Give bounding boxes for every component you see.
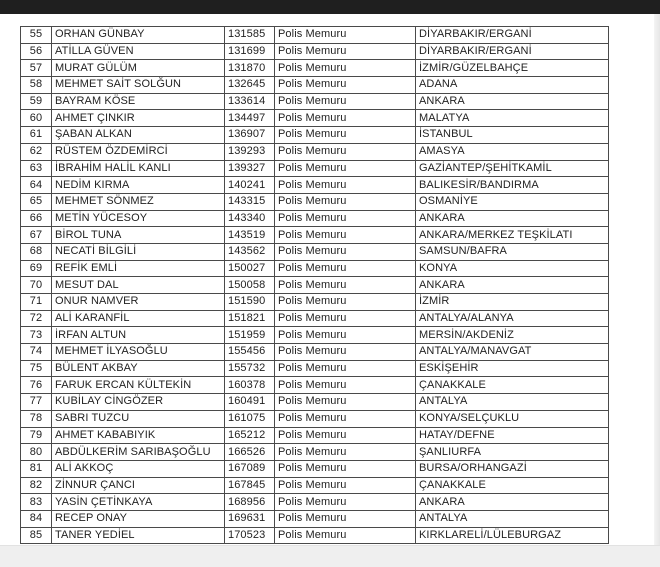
viewer-bottom-bar xyxy=(0,545,660,567)
rank-title-cell: Polis Memuru xyxy=(275,310,416,327)
row-number-cell: 72 xyxy=(21,310,52,327)
table-row xyxy=(21,344,609,361)
name-cell: YASİN ÇETİNKAYA xyxy=(52,494,225,511)
table-row xyxy=(21,210,609,227)
location-cell: OSMANİYE xyxy=(416,193,609,210)
location-cell: İZMİR/GÜZELBAHÇE xyxy=(416,60,609,77)
name-cell: METİN YÜCESOY xyxy=(52,210,225,227)
personnel-table xyxy=(20,26,609,544)
name-cell: NECATİ BİLGİLİ xyxy=(52,243,225,260)
location-cell: ÇANAKKALE xyxy=(416,477,609,494)
rank-title-cell: Polis Memuru xyxy=(275,277,416,294)
name-cell: RECEP ONAY xyxy=(52,510,225,527)
page-edge-shadow xyxy=(654,14,660,545)
document-page xyxy=(0,14,660,545)
location-cell: ANKARA xyxy=(416,210,609,227)
rank-title-cell: Polis Memuru xyxy=(275,77,416,94)
table-row xyxy=(21,193,609,210)
location-cell: DİYARBAKIR/ERGANİ xyxy=(416,27,609,44)
rank-title-cell: Polis Memuru xyxy=(275,227,416,244)
location-cell: SAMSUN/BAFRA xyxy=(416,243,609,260)
row-number-cell: 55 xyxy=(21,27,52,44)
rank-title-cell: Polis Memuru xyxy=(275,410,416,427)
table-row xyxy=(21,527,609,544)
name-cell: KUBİLAY CİNGÖZER xyxy=(52,394,225,411)
row-number-cell: 67 xyxy=(21,227,52,244)
location-cell: GAZİANTEP/ŞEHİTKAMİL xyxy=(416,160,609,177)
location-cell: BALIKESİR/BANDIRMA xyxy=(416,177,609,194)
name-cell: MURAT GÜLÜM xyxy=(52,60,225,77)
table-row xyxy=(21,243,609,260)
location-cell: AMASYA xyxy=(416,143,609,160)
sicil-number-cell: 131699 xyxy=(225,43,275,60)
sicil-number-cell: 160378 xyxy=(225,377,275,394)
location-cell: ANKARA xyxy=(416,494,609,511)
rank-title-cell: Polis Memuru xyxy=(275,60,416,77)
row-number-cell: 75 xyxy=(21,360,52,377)
sicil-number-cell: 155732 xyxy=(225,360,275,377)
table-row xyxy=(21,377,609,394)
row-number-cell: 81 xyxy=(21,460,52,477)
name-cell: MEHMET İLYASOĞLU xyxy=(52,344,225,361)
table-row xyxy=(21,43,609,60)
row-number-cell: 76 xyxy=(21,377,52,394)
table-row xyxy=(21,77,609,94)
location-cell: DİYARBAKIR/ERGANİ xyxy=(416,43,609,60)
row-number-cell: 60 xyxy=(21,110,52,127)
rank-title-cell: Polis Memuru xyxy=(275,210,416,227)
sicil-number-cell: 131870 xyxy=(225,60,275,77)
sicil-number-cell: 139293 xyxy=(225,143,275,160)
rank-title-cell: Polis Memuru xyxy=(275,43,416,60)
location-cell: ANKARA xyxy=(416,93,609,110)
row-number-cell: 57 xyxy=(21,60,52,77)
row-number-cell: 83 xyxy=(21,494,52,511)
table-row xyxy=(21,394,609,411)
rank-title-cell: Polis Memuru xyxy=(275,243,416,260)
location-cell: MERSİN/AKDENİZ xyxy=(416,327,609,344)
sicil-number-cell: 133614 xyxy=(225,93,275,110)
name-cell: SABRI TUZCU xyxy=(52,410,225,427)
sicil-number-cell: 166526 xyxy=(225,444,275,461)
sicil-number-cell: 140241 xyxy=(225,177,275,194)
sicil-number-cell: 134497 xyxy=(225,110,275,127)
row-number-cell: 58 xyxy=(21,77,52,94)
rank-title-cell: Polis Memuru xyxy=(275,93,416,110)
rank-title-cell: Polis Memuru xyxy=(275,193,416,210)
location-cell: İZMİR xyxy=(416,294,609,311)
table-row xyxy=(21,227,609,244)
row-number-cell: 64 xyxy=(21,177,52,194)
name-cell: BİROL TUNA xyxy=(52,227,225,244)
name-cell: ONUR NAMVER xyxy=(52,294,225,311)
rank-title-cell: Polis Memuru xyxy=(275,143,416,160)
rank-title-cell: Polis Memuru xyxy=(275,260,416,277)
table-row xyxy=(21,60,609,77)
location-cell: ANKARA/MERKEZ TEŞKİLATI xyxy=(416,227,609,244)
table-row xyxy=(21,160,609,177)
location-cell: KONYA xyxy=(416,260,609,277)
name-cell: ORHAN GÜNBAY xyxy=(52,27,225,44)
name-cell: MEHMET SAİT SOLĞUN xyxy=(52,77,225,94)
row-number-cell: 80 xyxy=(21,444,52,461)
table-row xyxy=(21,327,609,344)
name-cell: İBRAHİM HALİL KANLI xyxy=(52,160,225,177)
row-number-cell: 82 xyxy=(21,477,52,494)
name-cell: ABDÜLKERİM SARIBAŞOĞLU xyxy=(52,444,225,461)
row-number-cell: 71 xyxy=(21,294,52,311)
name-cell: BÜLENT AKBAY xyxy=(52,360,225,377)
name-cell: REFİK EMLİ xyxy=(52,260,225,277)
sicil-number-cell: 161075 xyxy=(225,410,275,427)
rank-title-cell: Polis Memuru xyxy=(275,177,416,194)
location-cell: ANTALYA xyxy=(416,394,609,411)
table-row xyxy=(21,360,609,377)
name-cell: ALİ AKKOÇ xyxy=(52,460,225,477)
row-number-cell: 56 xyxy=(21,43,52,60)
sicil-number-cell: 136907 xyxy=(225,127,275,144)
name-cell: MEHMET SÖNMEZ xyxy=(52,193,225,210)
name-cell: ŞABAN ALKAN xyxy=(52,127,225,144)
name-cell: ZİNNUR ÇANCI xyxy=(52,477,225,494)
rank-title-cell: Polis Memuru xyxy=(275,460,416,477)
table-row xyxy=(21,427,609,444)
table-row xyxy=(21,494,609,511)
viewer-top-bar xyxy=(0,0,660,14)
sicil-number-cell: 143519 xyxy=(225,227,275,244)
sicil-number-cell: 165212 xyxy=(225,427,275,444)
row-number-cell: 77 xyxy=(21,394,52,411)
sicil-number-cell: 151821 xyxy=(225,310,275,327)
name-cell: AHMET KABABIYIK xyxy=(52,427,225,444)
sicil-number-cell: 139327 xyxy=(225,160,275,177)
name-cell: FARUK ERCAN KÜLTEKİN xyxy=(52,377,225,394)
name-cell: RÜSTEM ÖZDEMİRCİ xyxy=(52,143,225,160)
table-row xyxy=(21,127,609,144)
table-row xyxy=(21,460,609,477)
location-cell: BURSA/ORHANGAZİ xyxy=(416,460,609,477)
name-cell: İRFAN ALTUN xyxy=(52,327,225,344)
table-row xyxy=(21,110,609,127)
sicil-number-cell: 170523 xyxy=(225,527,275,544)
table-row xyxy=(21,294,609,311)
table-row xyxy=(21,410,609,427)
personnel-table-body xyxy=(21,27,609,544)
rank-title-cell: Polis Memuru xyxy=(275,394,416,411)
sicil-number-cell: 150058 xyxy=(225,277,275,294)
rank-title-cell: Polis Memuru xyxy=(275,477,416,494)
sicil-number-cell: 151590 xyxy=(225,294,275,311)
row-number-cell: 65 xyxy=(21,193,52,210)
table-row xyxy=(21,444,609,461)
name-cell: TANER YEDİEL xyxy=(52,527,225,544)
name-cell: NEDİM KIRMA xyxy=(52,177,225,194)
row-number-cell: 62 xyxy=(21,143,52,160)
sicil-number-cell: 150027 xyxy=(225,260,275,277)
sicil-number-cell: 151959 xyxy=(225,327,275,344)
rank-title-cell: Polis Memuru xyxy=(275,377,416,394)
rank-title-cell: Polis Memuru xyxy=(275,494,416,511)
row-number-cell: 59 xyxy=(21,93,52,110)
location-cell: HATAY/DEFNE xyxy=(416,427,609,444)
sicil-number-cell: 131585 xyxy=(225,27,275,44)
row-number-cell: 66 xyxy=(21,210,52,227)
row-number-cell: 74 xyxy=(21,344,52,361)
table-row xyxy=(21,177,609,194)
row-number-cell: 61 xyxy=(21,127,52,144)
table-row xyxy=(21,93,609,110)
location-cell: ANTALYA/ALANYA xyxy=(416,310,609,327)
location-cell: KONYA/SELÇUKLU xyxy=(416,410,609,427)
sicil-number-cell: 155456 xyxy=(225,344,275,361)
row-number-cell: 69 xyxy=(21,260,52,277)
row-number-cell: 68 xyxy=(21,243,52,260)
sicil-number-cell: 143562 xyxy=(225,243,275,260)
name-cell: MESUT DAL xyxy=(52,277,225,294)
rank-title-cell: Polis Memuru xyxy=(275,344,416,361)
table-row xyxy=(21,310,609,327)
table-row xyxy=(21,143,609,160)
location-cell: ÇANAKKALE xyxy=(416,377,609,394)
name-cell: ATİLLA GÜVEN xyxy=(52,43,225,60)
row-number-cell: 78 xyxy=(21,410,52,427)
rank-title-cell: Polis Memuru xyxy=(275,27,416,44)
table-row xyxy=(21,277,609,294)
sicil-number-cell: 132645 xyxy=(225,77,275,94)
location-cell: ANKARA xyxy=(416,277,609,294)
rank-title-cell: Polis Memuru xyxy=(275,110,416,127)
name-cell: ALİ KARANFİL xyxy=(52,310,225,327)
rank-title-cell: Polis Memuru xyxy=(275,160,416,177)
location-cell: İSTANBUL xyxy=(416,127,609,144)
sicil-number-cell: 167089 xyxy=(225,460,275,477)
rank-title-cell: Polis Memuru xyxy=(275,360,416,377)
sicil-number-cell: 168956 xyxy=(225,494,275,511)
rank-title-cell: Polis Memuru xyxy=(275,127,416,144)
table-row xyxy=(21,27,609,44)
rank-title-cell: Polis Memuru xyxy=(275,294,416,311)
location-cell: MALATYA xyxy=(416,110,609,127)
location-cell: ŞANLIURFA xyxy=(416,444,609,461)
table-row xyxy=(21,510,609,527)
row-number-cell: 84 xyxy=(21,510,52,527)
sicil-number-cell: 143315 xyxy=(225,193,275,210)
name-cell: AHMET ÇINKIR xyxy=(52,110,225,127)
rank-title-cell: Polis Memuru xyxy=(275,327,416,344)
row-number-cell: 70 xyxy=(21,277,52,294)
sicil-number-cell: 160491 xyxy=(225,394,275,411)
row-number-cell: 85 xyxy=(21,527,52,544)
table-row xyxy=(21,260,609,277)
row-number-cell: 73 xyxy=(21,327,52,344)
rank-title-cell: Polis Memuru xyxy=(275,510,416,527)
sicil-number-cell: 143340 xyxy=(225,210,275,227)
sicil-number-cell: 169631 xyxy=(225,510,275,527)
location-cell: KIRKLARELİ/LÜLEBURGAZ xyxy=(416,527,609,544)
location-cell: ESKİŞEHİR xyxy=(416,360,609,377)
row-number-cell: 79 xyxy=(21,427,52,444)
location-cell: ADANA xyxy=(416,77,609,94)
rank-title-cell: Polis Memuru xyxy=(275,427,416,444)
location-cell: ANTALYA xyxy=(416,510,609,527)
name-cell: BAYRAM KÖSE xyxy=(52,93,225,110)
location-cell: ANTALYA/MANAVGAT xyxy=(416,344,609,361)
row-number-cell: 63 xyxy=(21,160,52,177)
rank-title-cell: Polis Memuru xyxy=(275,444,416,461)
table-row xyxy=(21,477,609,494)
rank-title-cell: Polis Memuru xyxy=(275,527,416,544)
sicil-number-cell: 167845 xyxy=(225,477,275,494)
